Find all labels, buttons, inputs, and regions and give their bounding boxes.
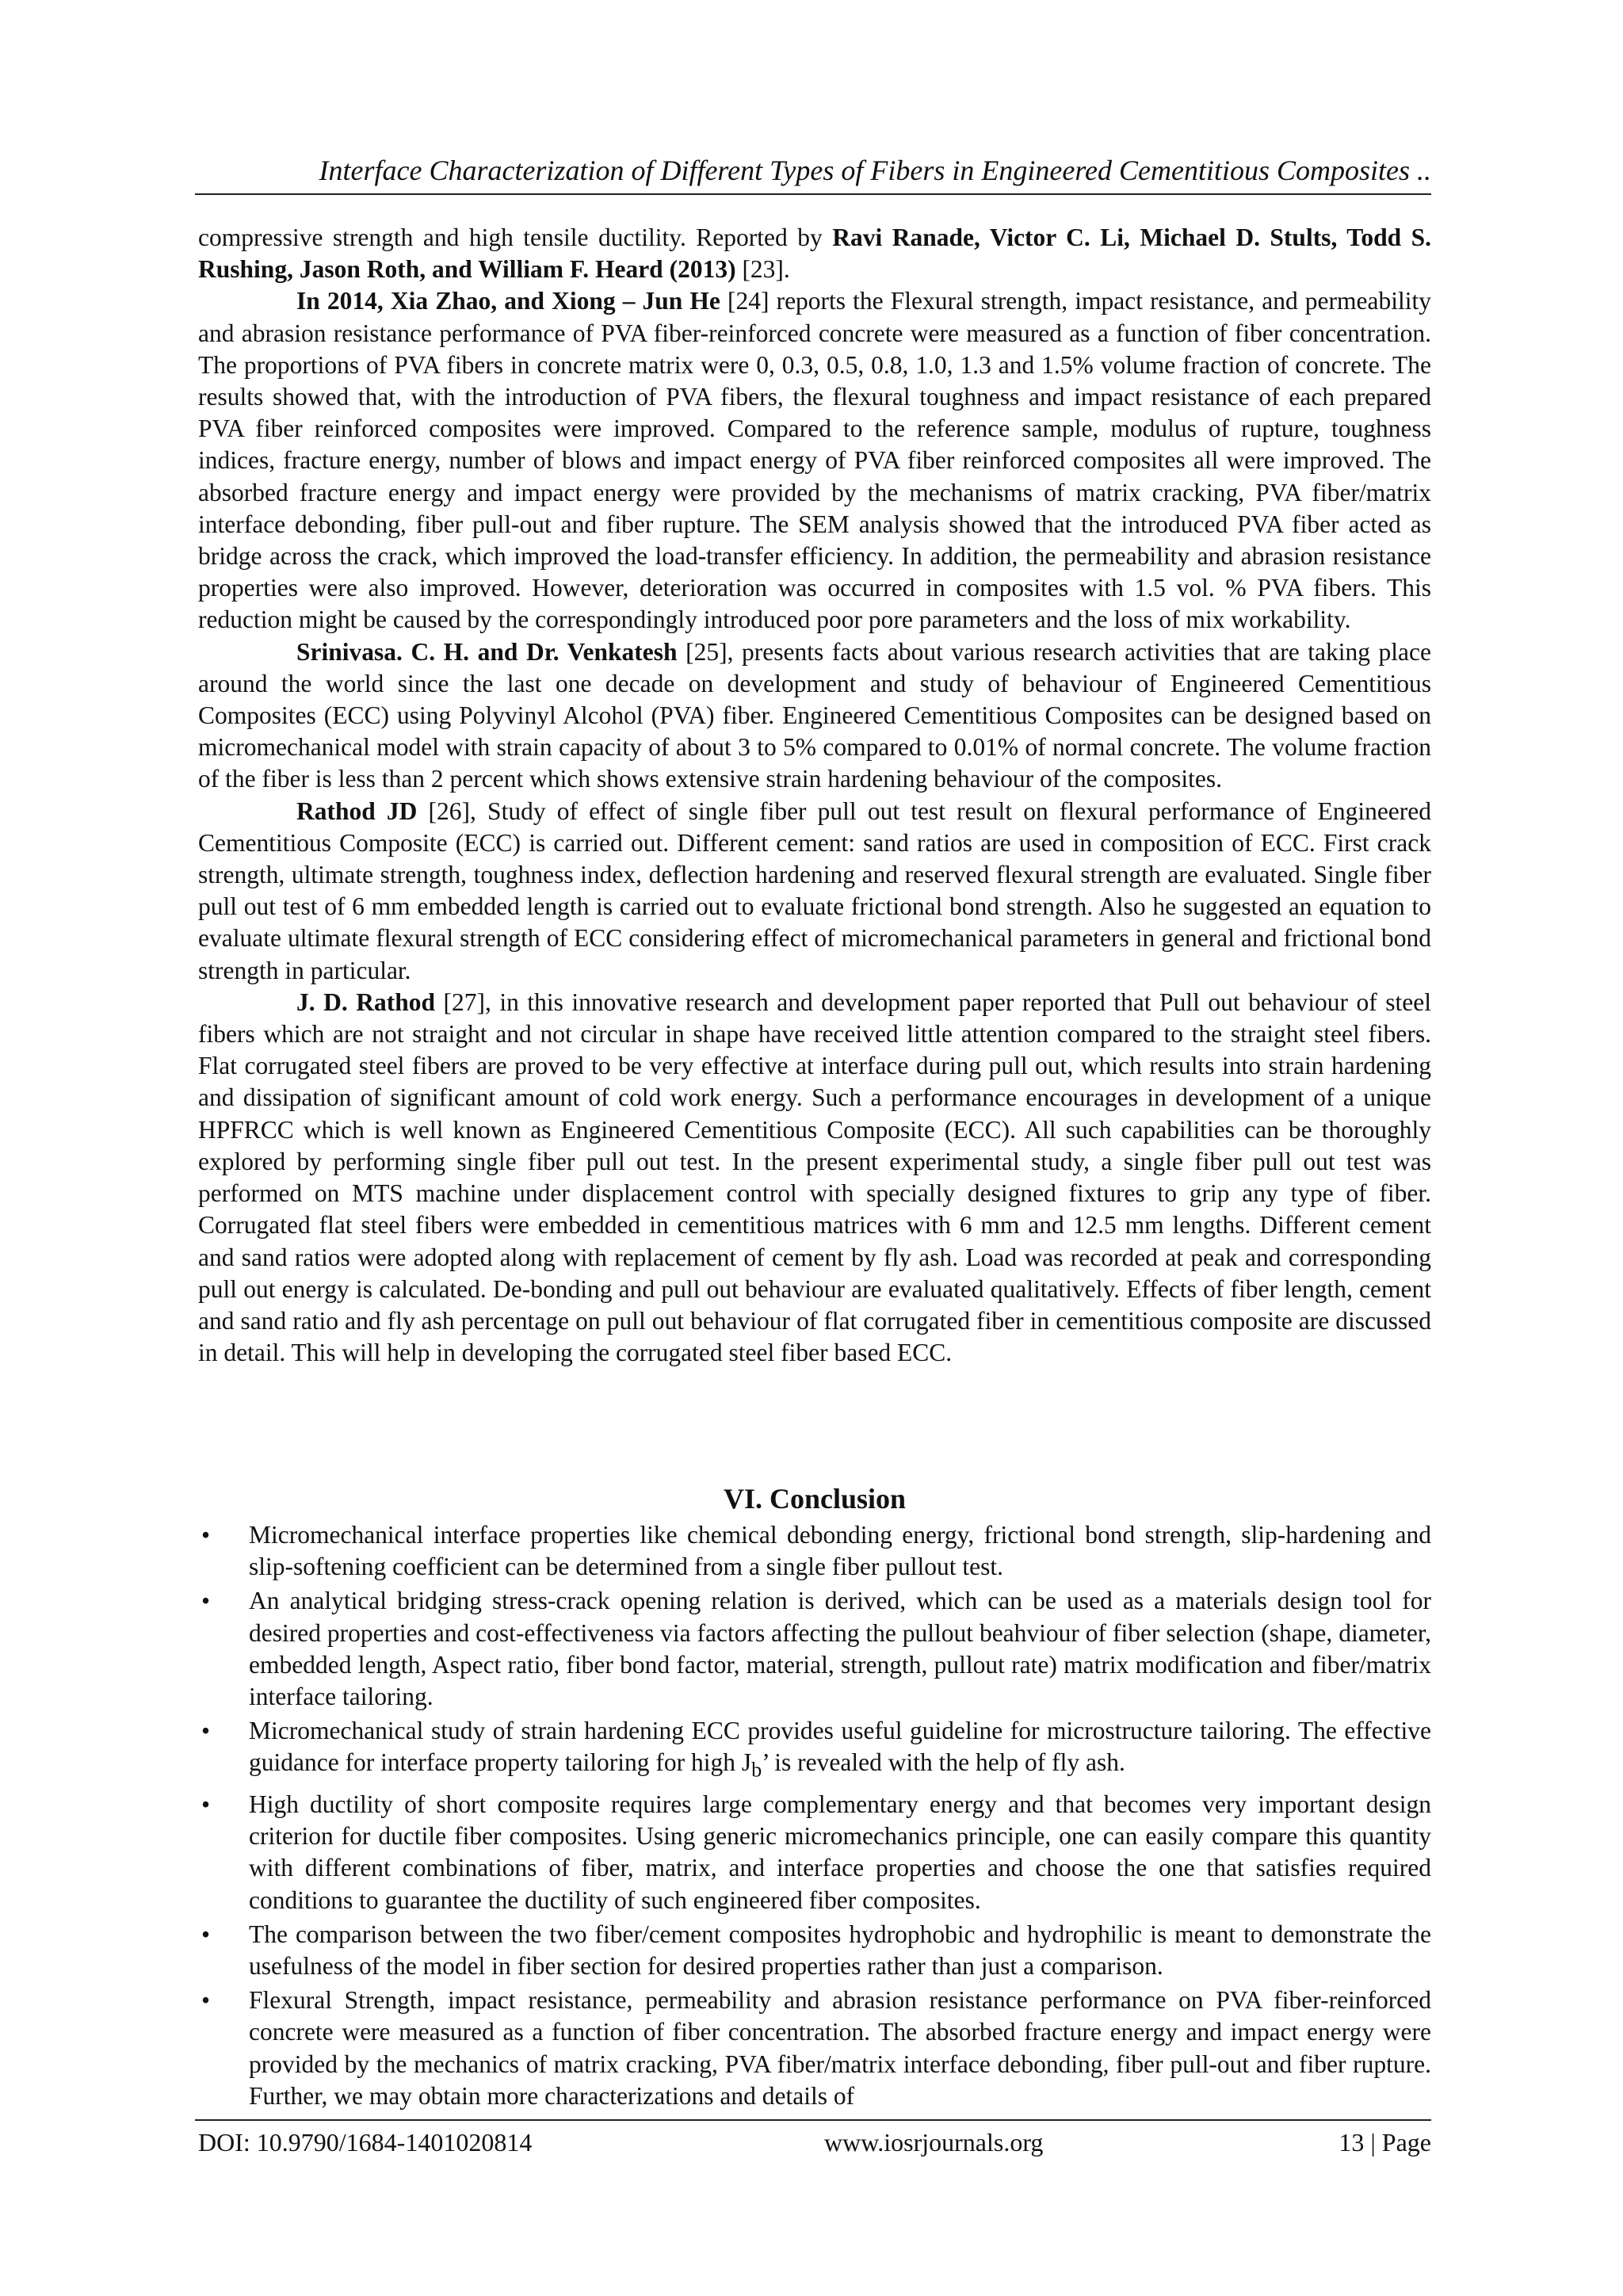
authors: J. D. Rathod [296, 988, 436, 1016]
bullet-icon: • [201, 1986, 211, 2015]
list-item-text: High ductility of short composite requires large complementary energy and that becomes very important design criterion for ductile fiber composites. Using generic micromechanics principle, one can easily compare this quantity with different combinations of fiber, matrix, and interface properties and choose the one that satisfies required conditions to guarantee the ductility of such engineered fiber composites. [249, 1790, 1431, 1914]
list-item-text: ’ is revealed with the help of fly ash. [762, 1748, 1125, 1777]
authors: Srinivasa. C. H. and Dr. Venkatesh [296, 637, 678, 666]
paragraph-26 [198, 796, 1431, 987]
subscript: b [751, 1758, 762, 1782]
text: [25], presents facts about various research activities that are taking place around the world since the last one decade on development and study of behaviour of Engineered Cementitious Composites (ECC) using Polyvinyl Alcohol (PVA) fiber. Engineered Cementitious Composites can be designed based on micromechanical model with strain capacity of about 3 to 5% compared to 0.01% of normal concrete. The volume fraction of the fiber is less than 2 percent which shows extensive strain hardening behaviour of the composites. [198, 637, 1431, 793]
paragraph-24 [198, 285, 1431, 636]
list-item [198, 1919, 1431, 1982]
header-rule [195, 193, 1431, 195]
list-item [198, 1985, 1431, 2112]
text: [23]. [735, 255, 790, 284]
authors: Ravi Ranade, Victor C. Li, Michael D. Stults, Todd S. Rushing, Jason Roth, and William F. Heard (2013) [198, 223, 1431, 284]
page-number: 13 | Page [1338, 2128, 1431, 2157]
list-item-text: Flexural Strength, impact resistance, permeability and abrasion resistance performance on PVA fiber-reinforced concrete were measured as a function of fiber concentration. The absorbed fracture energy and impact energy were provided by the mechanics of matrix cracking, PVA fiber/matrix interface debonding, fiber pull-out and fiber rupture. Further, we may obtain more characterizations and details of [249, 1986, 1431, 2110]
page-footer [198, 2124, 1431, 2160]
text: [27], in this innovative research and development paper reported that Pull out behaviour of steel fibers which are not straight and not circular in shape have received little attention compared to the straight steel fibers. Flat corrugated steel fibers are proved to be very effective at interface during pull out, which results into strain hardening and dissipation of significant amount of cold work energy. Such a performance encourages in development of a unique HPFRCC which is well known as Engineered Cementitious Composite (ECC). All such capabilities can be thoroughly explored by performing single fiber pull out test. In the present experimental study, a single fiber pull out test was performed on MTS machine under displacement control with specially designed fixtures to grip any type of fiber. Corrugated flat steel fibers were embedded in cementitious matrices with 6 mm and 12.5 mm lengths. Different cement and sand ratios were adopted along with replacement of cement by fly ash. Load was recorded at peak and corresponding pull out energy is calculated. De-bonding and pull out behaviour are evaluated qualitatively. Effects of fiber length, cement and sand ratio and fly ash percentage on pull out behaviour of flat corrugated fiber in cementitious composite are discussed in detail. This will help in developing the corrugated steel fiber based ECC. [198, 988, 1431, 1367]
bullet-icon: • [201, 1521, 211, 1549]
text: [24] reports the Flexural strength, impact resistance, and permeability and abrasion resistance performance of PVA fiber-reinforced concrete were measured as a function of fiber concentration. The proportions of PVA fibers in concrete matrix were 0, 0.3, 0.5, 0.8, 1.0, 1.3 and 1.5% volume fraction of concrete. The results showed that, with the introduction of PVA fibers, the flexural toughness and impact resistance of each prepared PVA fiber reinforced composites were improved. Compared to the reference sample, modulus of rupture, toughness indices, fracture energy, number of blows and impact energy of PVA fiber reinforced composites all were improved. The absorbed fracture energy and impact energy were provided by the mechanisms of matrix cracking, PVA fiber/matrix interface debonding, fiber pull-out and fiber rupture. The SEM analysis showed that the introduced PVA fiber acted as bridge across the crack, which improved the load-transfer efficiency. In addition, the permeability and abrasion resistance properties were also improved. However, deterioration was occurred in composites with 1.5 vol. % PVA fibers. This reduction might be caused by the correspondingly introduced poor pore parameters and the loss of mix workability. [198, 287, 1431, 634]
bullet-icon: • [201, 1587, 211, 1615]
list-item-text: Micromechanical interface properties like chemical debonding energy, frictional bond strength, slip-hardening and slip-softening coefficient can be determined from a single fiber pullout test. [249, 1521, 1431, 1581]
list-item [198, 1789, 1431, 1916]
list-item [198, 1585, 1431, 1713]
authors: In 2014, Xia Zhao, and Xiong – Jun He [296, 287, 720, 315]
paragraph-25 [198, 636, 1431, 796]
text: compressive strength and high tensile ductility. Reported by [198, 223, 833, 251]
journal-website: www.iosrjournals.org [824, 2128, 1044, 2157]
authors: Rathod JD [296, 797, 418, 825]
body-text [198, 222, 1431, 1369]
paragraph-27 [198, 987, 1431, 1369]
paragraph-23 [198, 222, 1431, 285]
list-item-text: The comparison between the two fiber/cement composites hydrophobic and hydrophilic is meant to demonstrate the usefulness of the model in fiber section for desired properties rather than just a comparison. [249, 1920, 1431, 1980]
conclusion-list [198, 1519, 1431, 2112]
list-item [198, 1715, 1431, 1786]
list-item [198, 1519, 1431, 1583]
bullet-icon: • [201, 1920, 211, 1948]
text: [26], Study of effect of single fiber pull out test result on flexural performance of Engineered Cementitious Composite (ECC) is carried out. Different cement: sand ratios are used in composition of ECC. First crack strength, ultimate strength, toughness index, deflection hardening and reserved flexural strength are evaluated. Single fiber pull out test of 6 mm embedded length is carried out to evaluate frictional bond strength. Also he suggested an equation to evaluate ultimate flexural strength of ECC considering effect of micromechanical parameters in general and frictional bond strength in particular. [198, 797, 1432, 984]
doi-text: DOI: 10.9790/1684-1401020814 [198, 2128, 533, 2157]
conclusion-section [198, 1480, 1431, 2115]
list-item-text: An analytical bridging stress-crack opening relation is derived, which can be used as a materials design tool for desired properties and cost-effectiveness via factors affecting the pullout beahviour of fiber selection (shape, diameter, embedded length, Aspect ratio, fiber bond factor, material, strength, pullout rate) matrix modification and fiber/matrix interface tailoring. [249, 1587, 1431, 1711]
footer-rule [195, 2119, 1431, 2121]
bullet-icon: • [201, 1717, 211, 1745]
running-header: Interface Characterization of Different Types of Fibers in Engineered Cementitious Composites .. [319, 155, 1431, 186]
bullet-icon: • [201, 1790, 211, 1818]
list-item-text: Micromechanical study of strain hardening ECC provides useful guideline for microstructure tailoring. The effective guidance for interface property tailoring for high J [249, 1717, 1431, 1777]
section-heading: VI. Conclusion [723, 1483, 907, 1515]
